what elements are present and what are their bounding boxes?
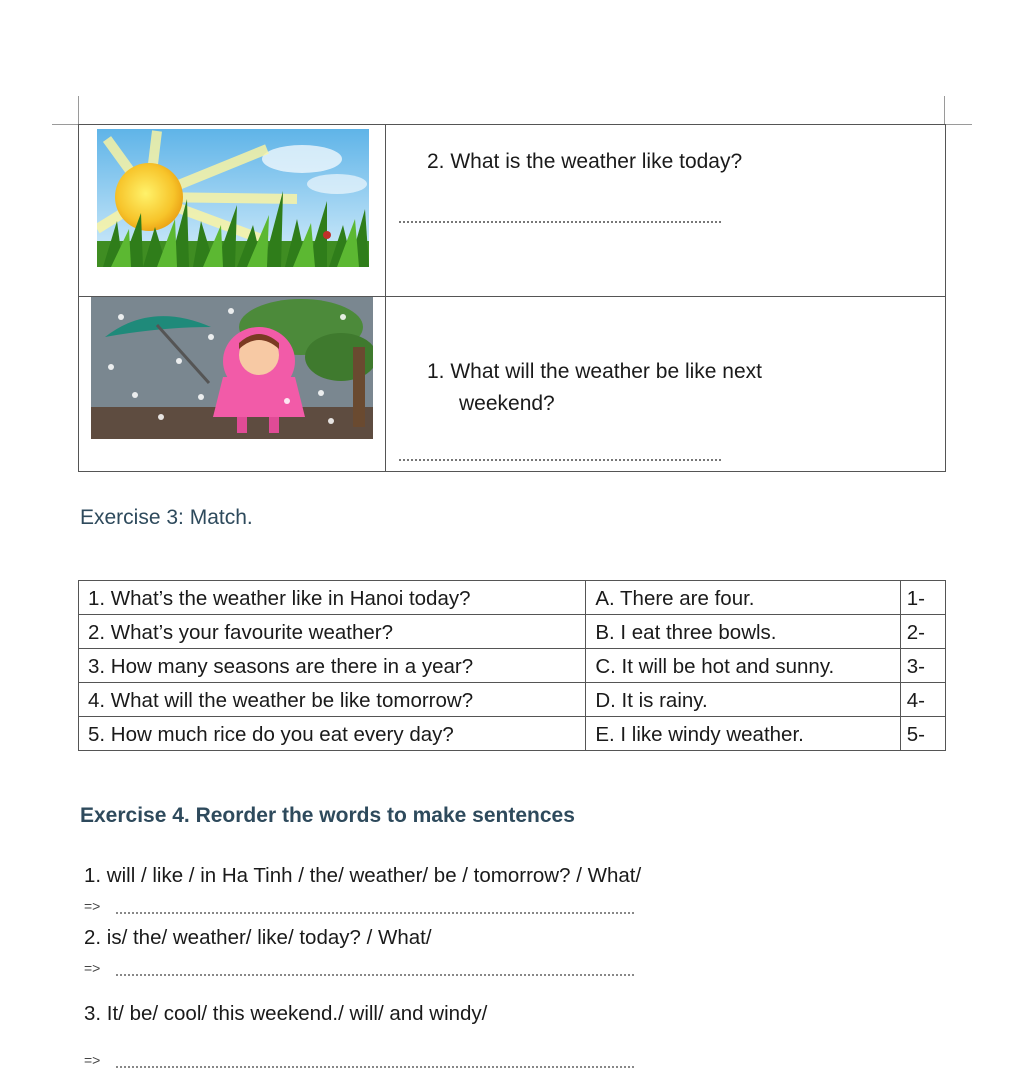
match-question: 1. What’s the weather like in Hanoi today? — [79, 581, 586, 615]
rainy-weather-image — [91, 297, 373, 439]
rule-tick-left — [78, 96, 79, 124]
match-row — [79, 683, 946, 717]
match-question: 2. What’s your favourite weather? — [79, 615, 586, 649]
reorder-prompt-1: 1. will / like / in Ha Tinh / the/ weather/ be / tomorrow? / What/ — [84, 864, 642, 887]
answer-line-reorder-2[interactable] — [116, 974, 634, 976]
answer-line-reorder-3[interactable] — [116, 1066, 634, 1068]
reorder-prompt-2: 2. is/ the/ weather/ like/ today? / What/ — [84, 926, 432, 949]
match-row — [79, 717, 946, 751]
question-1-line1: 1. What will the weather be like next — [427, 360, 762, 383]
match-table — [78, 580, 946, 751]
reorder-prompt-3: 3. It/ be/ cool/ this weekend./ will/ and windy/ — [84, 1002, 488, 1025]
match-question: 4. What will the weather be like tomorrow? — [79, 683, 586, 717]
match-key[interactable]: 1- — [900, 581, 945, 615]
question-1-line2: weekend? — [459, 392, 555, 415]
exercise-4-title: Exercise 4. Reorder the words to make sentences — [80, 804, 575, 827]
sunny-weather-image — [97, 129, 369, 267]
match-key[interactable]: 4- — [900, 683, 945, 717]
column-divider — [385, 125, 386, 471]
answer-arrow-1: => — [84, 898, 101, 914]
match-row — [79, 581, 946, 615]
match-question: 3. How many seasons are there in a year? — [79, 649, 586, 683]
answer-line-2[interactable] — [399, 221, 721, 223]
answer-line-1[interactable] — [399, 459, 721, 461]
answer-arrow-3: => — [84, 1052, 101, 1068]
match-answer: C. It will be hot and sunny. — [586, 649, 900, 683]
question-2: 2. What is the weather like today? — [427, 150, 743, 173]
match-key[interactable]: 3- — [900, 649, 945, 683]
picture-question-table — [78, 124, 946, 472]
match-answer: D. It is rainy. — [586, 683, 900, 717]
match-key[interactable]: 5- — [900, 717, 945, 751]
exercise-3-title: Exercise 3: Match. — [80, 506, 253, 529]
match-answer: B. I eat three bowls. — [586, 615, 900, 649]
match-row — [79, 615, 946, 649]
match-answer: A. There are four. — [586, 581, 900, 615]
answer-arrow-2: => — [84, 960, 101, 976]
match-answer: E. I like windy weather. — [586, 717, 900, 751]
rule-tick-right — [944, 96, 945, 124]
match-key[interactable]: 2- — [900, 615, 945, 649]
answer-line-reorder-1[interactable] — [116, 912, 634, 914]
match-question: 5. How much rice do you eat every day? — [79, 717, 586, 751]
match-row — [79, 649, 946, 683]
